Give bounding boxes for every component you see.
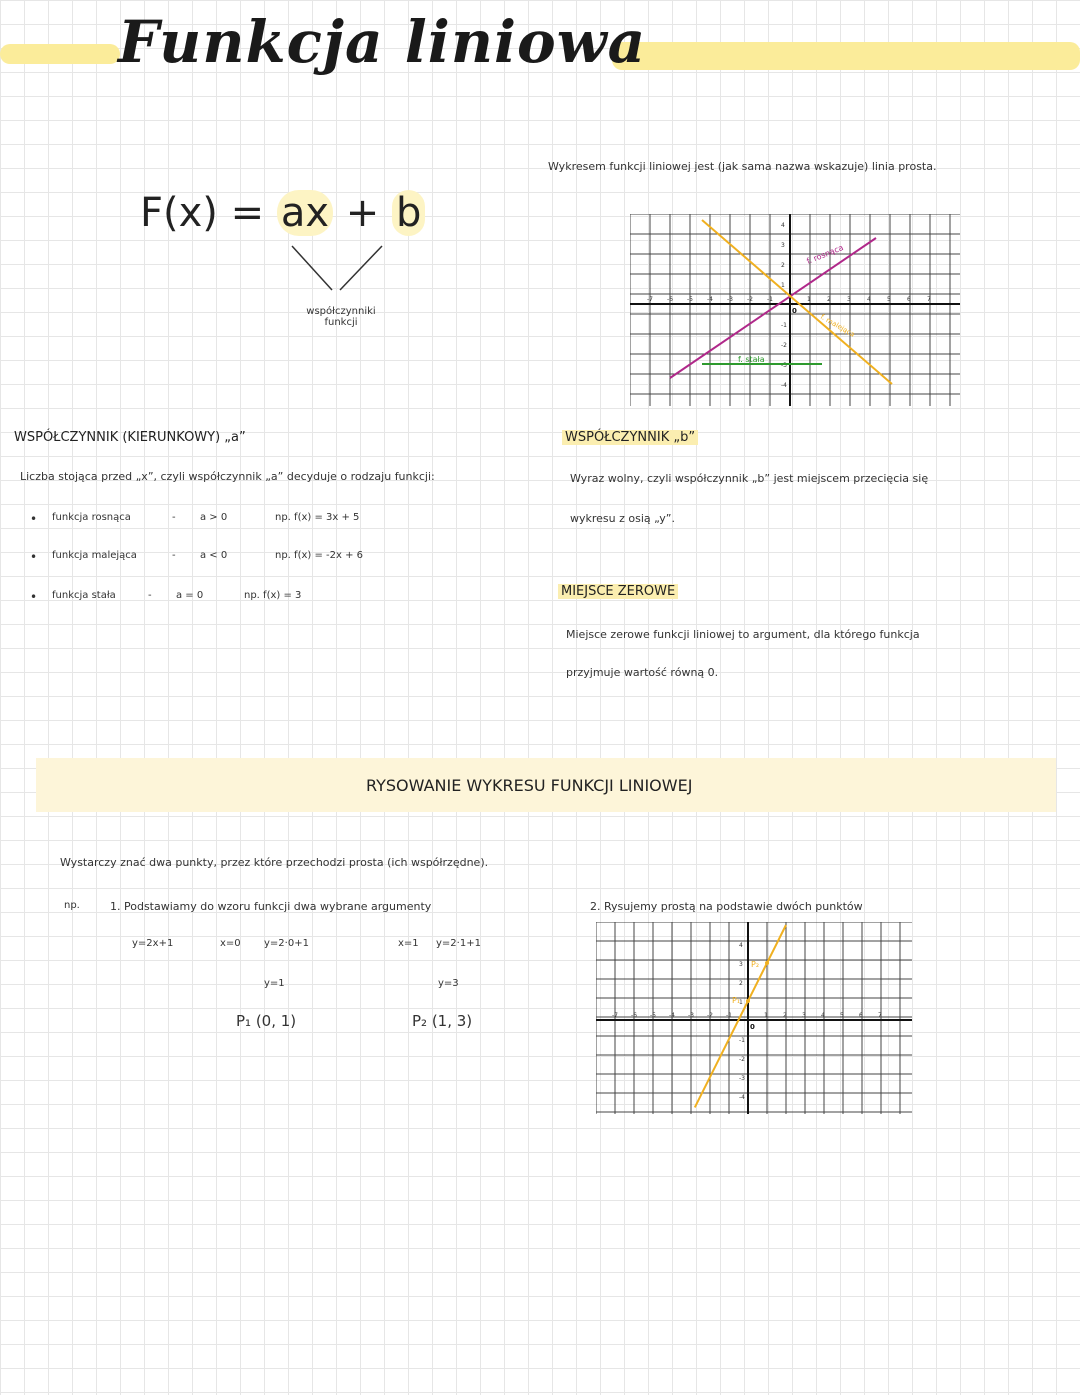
x-tick-label: -7 bbox=[612, 1012, 618, 1019]
x-tick-label: -6 bbox=[631, 1012, 637, 1019]
item-condition: a > 0 bbox=[200, 512, 228, 523]
item-name: funkcja malejąca bbox=[52, 550, 137, 561]
formula-arrows bbox=[280, 240, 390, 300]
label-constant: f. stała bbox=[738, 355, 765, 364]
coefficients-label bbox=[296, 306, 386, 328]
item-dash: - bbox=[172, 512, 176, 523]
x-tick-label: -2 bbox=[747, 296, 753, 303]
drawing-step1: 1. Podstawiamy do wzoru funkcji dwa wybrane argumenty bbox=[110, 900, 432, 913]
x-tick-label: -7 bbox=[647, 296, 653, 303]
linear-functions-graph bbox=[630, 214, 960, 406]
y-tick-label: -2 bbox=[739, 1056, 745, 1063]
y-tick-label: 2 bbox=[781, 262, 785, 269]
x-tick-label: -1 bbox=[726, 1012, 732, 1019]
drawing-intro: Wystarczy znać dwa punkty, przez które przechodzi prosta (ich współrzędne). bbox=[60, 856, 489, 869]
bullet: • bbox=[30, 590, 38, 604]
formula-plus: + bbox=[345, 190, 380, 236]
zero-line1: Miejsce zerowe funkcji liniowej to argument, dla którego funkcja bbox=[566, 628, 920, 641]
x-tick-label: 1 bbox=[764, 1012, 768, 1019]
x-tick-label: 2 bbox=[783, 1012, 787, 1019]
item-name: funkcja rosnąca bbox=[52, 512, 131, 523]
title-highlight-left bbox=[0, 44, 120, 64]
formula-lhs: F(x) = bbox=[140, 190, 265, 236]
item-example: np. f(x) = 3 bbox=[244, 590, 302, 601]
page-title: Funkcja liniowa bbox=[118, 8, 647, 76]
x-tick-label: 3 bbox=[802, 1012, 806, 1019]
formula bbox=[140, 190, 425, 236]
coef-b-heading-text: WSPÓŁCZYNNIK „b” bbox=[562, 430, 698, 445]
x-tick-label: 6 bbox=[859, 1012, 863, 1019]
x-tick-label: -4 bbox=[707, 296, 713, 303]
item-dash: - bbox=[148, 590, 152, 601]
drawing-function: y=2x+1 bbox=[132, 938, 174, 949]
drawing-np: np. bbox=[64, 900, 80, 911]
coefficients-label-line2: funkcji bbox=[324, 317, 358, 328]
x-tick-label: 2 bbox=[827, 296, 831, 303]
drawing-heading: RYSOWANIE WYKRESU FUNKCJI LINIOWEJ bbox=[366, 776, 693, 795]
y-tick-label: 4 bbox=[739, 942, 743, 949]
drawing-x0: x=0 bbox=[220, 938, 241, 949]
label-increasing: f. rosnąca bbox=[805, 242, 845, 266]
coef-a-item-constant bbox=[30, 590, 530, 610]
drawing-step2: 2. Rysujemy prostą na podstawie dwóch punktów bbox=[590, 900, 863, 913]
coef-b-line1: Wyraz wolny, czyli współczynnik „b” jest miejscem przecięcia się bbox=[570, 472, 929, 485]
y-tick-label: -2 bbox=[781, 342, 787, 349]
formula-b-term: b bbox=[392, 190, 425, 236]
coef-a-item-increasing bbox=[30, 512, 530, 532]
coefficients-label-line1: współczynniki bbox=[306, 306, 376, 317]
item-example: np. f(x) = -2x + 6 bbox=[275, 550, 364, 561]
bullet: • bbox=[30, 550, 38, 564]
x-tick-label: 5 bbox=[887, 296, 891, 303]
drawing-calc0: y=2·0+1 bbox=[264, 938, 309, 949]
item-name: funkcja stała bbox=[52, 590, 116, 601]
x-tick-label: 5 bbox=[840, 1012, 844, 1019]
drawing-point1: P₁ (0, 1) bbox=[236, 1012, 297, 1030]
coef-a-intro: Liczba stojąca przed „x”, czyli współczynnik „a” decyduje o rodzaju funkcji: bbox=[20, 470, 435, 483]
x-tick-label: -6 bbox=[667, 296, 673, 303]
label-decreasing: f. malejąca bbox=[819, 312, 857, 339]
zero-heading-text: MIEJSCE ZEROWE bbox=[558, 584, 678, 599]
y-tick-label: 1 bbox=[781, 282, 785, 289]
y-tick-label: -1 bbox=[739, 1037, 745, 1044]
increasing-line bbox=[670, 238, 876, 378]
y-tick-label: 3 bbox=[739, 961, 743, 968]
x-tick-label: -3 bbox=[727, 296, 733, 303]
point-p1 bbox=[746, 999, 750, 1003]
plotted-line-graph bbox=[596, 922, 912, 1114]
x-tick-label: -4 bbox=[669, 1012, 675, 1019]
bullet: • bbox=[30, 512, 38, 526]
coef-b-heading bbox=[562, 430, 698, 445]
point-p2-label: P₂ bbox=[751, 960, 760, 969]
coef-b-line2: wykresu z osią „y”. bbox=[570, 512, 675, 525]
y-tick-label: -3 bbox=[739, 1075, 745, 1082]
x-tick-label: -1 bbox=[767, 296, 773, 303]
drawing-point2: P₂ (1, 3) bbox=[412, 1012, 473, 1030]
x-tick-label: 6 bbox=[907, 296, 911, 303]
y-tick-label: 2 bbox=[739, 980, 743, 987]
origin-label: 0 bbox=[750, 1023, 755, 1031]
zero-line2: przyjmuje wartość równą 0. bbox=[566, 666, 719, 679]
x-tick-label: 3 bbox=[847, 296, 851, 303]
x-tick-label: -2 bbox=[707, 1012, 713, 1019]
x-tick-label: 1 bbox=[807, 296, 811, 303]
x-tick-label: -3 bbox=[688, 1012, 694, 1019]
zero-heading bbox=[558, 584, 678, 599]
formula-a-term: ax bbox=[277, 190, 333, 236]
x-tick-label: 4 bbox=[867, 296, 871, 303]
point-p1-label: P₁ bbox=[732, 996, 741, 1005]
y-tick-label: -3 bbox=[781, 362, 787, 369]
y-tick-label: -4 bbox=[781, 382, 787, 389]
drawing-res1: y=3 bbox=[438, 978, 459, 989]
x-tick-label: 7 bbox=[878, 1012, 882, 1019]
y-tick-label: 1 bbox=[739, 999, 743, 1006]
graph-intro: Wykresem funkcji liniowej jest (jak sama nazwa wskazuje) linia prosta. bbox=[548, 160, 937, 173]
x-tick-label: -5 bbox=[687, 296, 693, 303]
origin-label: 0 bbox=[792, 307, 797, 315]
item-dash: - bbox=[172, 550, 176, 561]
y-tick-label: 4 bbox=[781, 222, 785, 229]
x-tick-label: 7 bbox=[927, 296, 931, 303]
drawing-x1: x=1 bbox=[398, 938, 419, 949]
item-example: np. f(x) = 3x + 5 bbox=[275, 512, 360, 523]
item-condition: a = 0 bbox=[176, 590, 204, 601]
title-highlight-right bbox=[612, 42, 1080, 70]
coef-a-item-decreasing bbox=[30, 550, 530, 570]
coef-a-heading: WSPÓŁCZYNNIK (KIERUNKOWY) „a” bbox=[14, 430, 246, 445]
y-tick-label: -4 bbox=[739, 1094, 745, 1101]
drawing-res0: y=1 bbox=[264, 978, 285, 989]
x-tick-label: 4 bbox=[821, 1012, 825, 1019]
x-tick-label: -5 bbox=[650, 1012, 656, 1019]
item-condition: a < 0 bbox=[200, 550, 228, 561]
y-tick-label: -1 bbox=[781, 322, 787, 329]
point-p2 bbox=[765, 961, 769, 965]
y-tick-label: 3 bbox=[781, 242, 785, 249]
drawing-calc1: y=2·1+1 bbox=[436, 938, 481, 949]
